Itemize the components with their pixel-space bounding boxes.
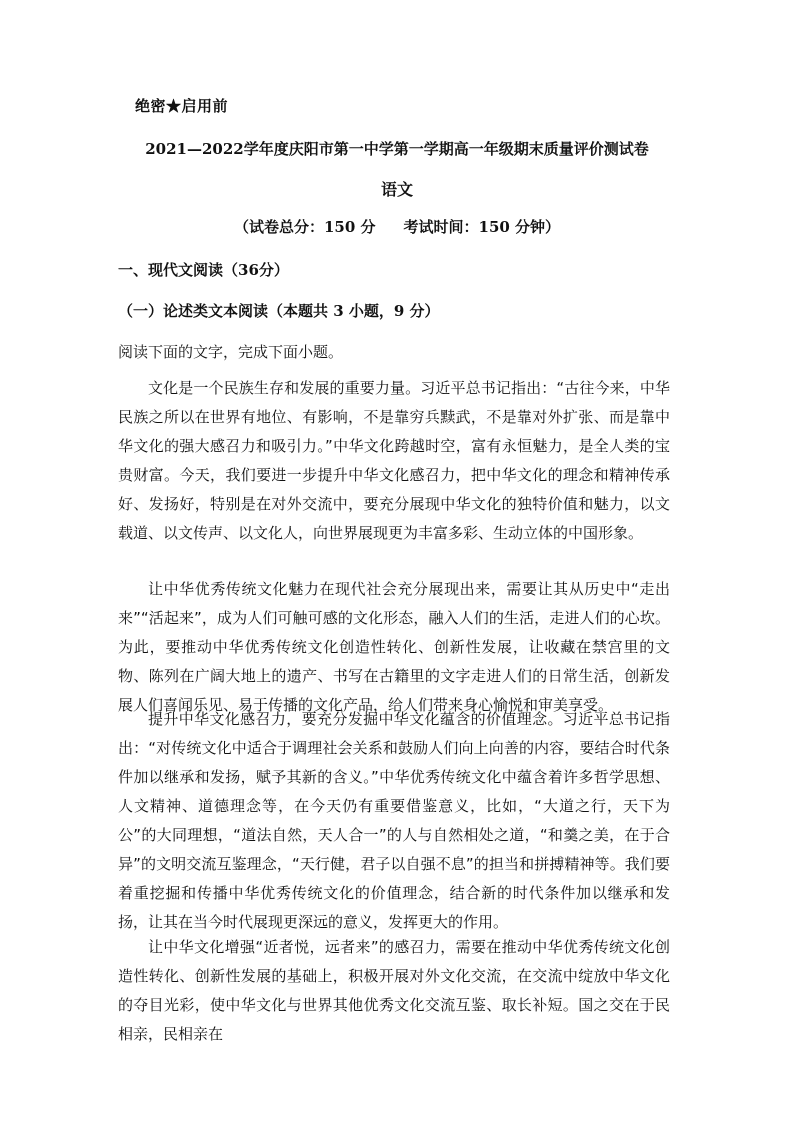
- passage-paragraph: 让中华优秀传统文化魅力在现代社会充分展现出来，需要让其从历史中“走出来”“活起来”，成为人们可触可感的文化形态，融入人们的生活，走进人们的心坎。为此，要推动中华优秀传统文化创造性转化、创新性发展，让收藏在禁宫里的文物、陈列在广阔大地上的遗产、书写在古籍里的文字走进人们的日常生活，创新发展人们喜闻乐见、易于传播的文化产品，给人们带来身心愉悦和审美享受。: [118, 580, 670, 714]
- passage-paragraph: 文化是一个民族生存和发展的重要力量。习近平总书记指出：“古往今来，中华民族之所以在世界有地位、有影响，不是靠穷兵黩武，不是靠对外扩张、而是靠中华文化的强大感召力和吸引力。”中华文化跨越时空，富有永恒魅力，是全人类的宝贵财富。今天，我们要进一步提升中华文化感召力，把中华文化的理念和精神传承好、发扬好，特别是在对外交流中，要充分展现中华文化的独特价值和魅力，以文载道、以文传声、以文化人，向世界展现更为丰富多彩、生动立体的中国形象。: [118, 379, 670, 542]
- passage-paragraph: 提升中华文化感召力，要充分发掘中华文化蕴含的价值理念。习近平总书记指出：“对传统文化中适合于调理社会关系和鼓励人们向上向善的内容，要结合时代条件加以继承和发扬，赋予其新的含义。”中华优秀传统文化中蕴含着许多哲学思想、人文精神、道德理念等，在今天仍有重要借鉴意义，比如，“大道之行，天下为公”的大同理想，“道法自然，天人合一”的人与自然相处之道，“和羹之美，在于合异”的文明交流互鉴理念，“天行健，君子以自强不息”的担当和拼搏精神等。我们要着重挖掘和传播中华优秀传统文化的价值理念，结合新的时代条件加以继承和发扬，让其在当今时代展现更深远的意义，发挥更大的作用。: [118, 710, 670, 931]
- confidential-mark: 绝密★启用前: [135, 97, 229, 115]
- exam-time: 考试时间：150 分钟）: [403, 218, 561, 236]
- subsection-title: （一）论述类文本阅读（本题共 3 小题，9 分）: [118, 302, 440, 320]
- section-title: 一、现代文阅读（36分）: [118, 261, 289, 279]
- exam-info: [0, 216, 794, 237]
- total-score: （试卷总分：150 分: [233, 218, 376, 236]
- subject-title: 语文: [380, 180, 413, 199]
- passage-paragraph: 让中华文化增强“近者悦，远者来”的感召力，需要在推动中华优秀传统文化创造性转化、创新性发展的基础上，积极开展对外文化交流，在交流中绽放中华文化的夺目光彩，使中华文化与世界其他优秀文化交流互鉴、取长补短。国之交在于民相亲，民相亲在: [118, 938, 670, 1043]
- exam-title: 2021—2022学年度庆阳市第一中学第一学期高一年级期末质量评价测试卷: [145, 140, 649, 158]
- reading-instruction: 阅读下面的文字，完成下面小题。: [118, 343, 344, 361]
